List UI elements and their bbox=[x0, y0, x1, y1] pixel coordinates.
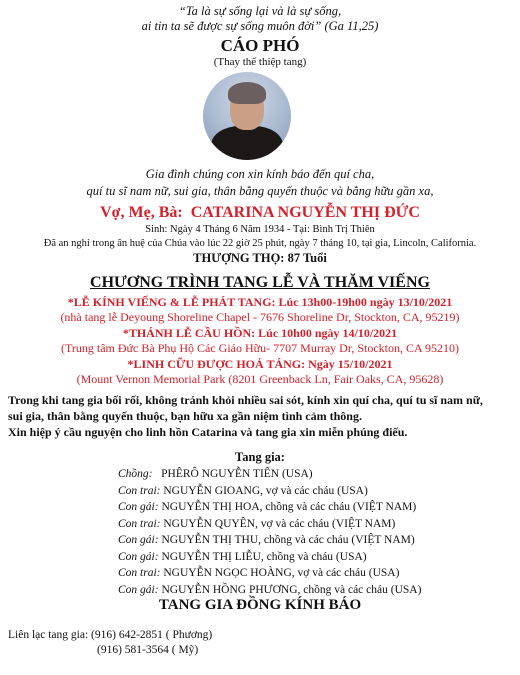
page-subtitle: (Thay thế thiệp tang) bbox=[213, 56, 307, 68]
member-name: NGUYỄN THỊ LIỄU, chồng và cháu (USA) bbox=[161, 550, 367, 563]
deceased-name: CATARINA NGUYỄN THỊ ĐỨC bbox=[190, 204, 420, 221]
bible-quote-line-2: ai tin ta sẽ được sự sống muôn đời” (Ga 11,25) bbox=[141, 19, 379, 33]
birth-info: Sinh: Ngày 4 Tháng 6 Năm 1934 - Tại: Bình Trị Thiên bbox=[145, 224, 375, 235]
program-event-1 bbox=[0, 295, 520, 325]
contact-info bbox=[8, 628, 508, 658]
closing-announcement: TANG GIA ĐỒNG KÍNH BÁO bbox=[158, 597, 362, 613]
contact-label: Liên lạc tang gia: bbox=[8, 629, 89, 641]
event-title: *LINH CỮU ĐƯỢC HOẢ TÁNG: Ngày 15/10/2021 bbox=[127, 357, 393, 371]
contact-phone-1: (916) 642-2851 ( Phương) bbox=[91, 629, 213, 641]
member-relation: Chồng: bbox=[118, 468, 153, 480]
bible-quote bbox=[0, 4, 520, 34]
closing-text bbox=[8, 392, 513, 440]
family-member bbox=[118, 483, 518, 500]
program-title: CHƯƠNG TRÌNH TANG LỄ VÀ THĂM VIẾNG bbox=[90, 274, 430, 291]
member-name: PHÊRÔ NGUYỄN TIẾN (USA) bbox=[161, 468, 313, 480]
member-name: NGUYỄN GIOANG, vợ và các cháu (USA) bbox=[163, 484, 368, 497]
family-member bbox=[118, 565, 518, 582]
portrait-photo bbox=[203, 72, 291, 160]
member-name: NGUYỄN THỊ THU, chồng và các cháu (VIỆT NAM) bbox=[161, 534, 415, 546]
family-member bbox=[118, 582, 518, 599]
member-relation: Con gái: bbox=[118, 501, 159, 513]
closing-line-2: sui gia, thân bằng quyến thuộc, bạn hữu xa gần niệm tình cảm thông. bbox=[8, 409, 362, 423]
family-heading: Tang gia: bbox=[235, 450, 285, 464]
family-member bbox=[118, 516, 518, 533]
member-name: NGUYỄN QUYÊN, vợ và các cháu (VIỆT NAM) bbox=[163, 517, 396, 530]
intro-line-2: quí tu sĩ nam nữ, sui gia, thân bằng quyến thuộc và bằng hữu gần xa, bbox=[86, 184, 434, 198]
member-relation: Con trai: bbox=[118, 567, 161, 579]
age-info: THƯỢNG THỌ: 87 Tuổi bbox=[193, 251, 327, 265]
program-event-3 bbox=[0, 357, 520, 387]
member-name: NGUYỄN HỒNG PHƯƠNG, chồng và các cháu (USA) bbox=[161, 583, 422, 596]
member-relation: Con gái: bbox=[118, 550, 159, 563]
family-member bbox=[118, 466, 518, 483]
portrait-hair bbox=[228, 82, 266, 104]
program-event-2 bbox=[0, 326, 520, 356]
closing-line-1: Trong khi tang gia bối rối, không tránh khỏi nhiều sai sót, kính xin quí cha, quí tu sĩ nam nữ, bbox=[8, 393, 483, 407]
bible-quote-line-1: “Ta là sự sống lại và là sự sống, bbox=[178, 4, 342, 18]
page-title: CÁO PHÓ bbox=[220, 36, 300, 55]
member-relation: Con trai: bbox=[118, 517, 161, 530]
deceased-name-line bbox=[0, 204, 520, 222]
event-title: *THÁNH LỄ CẦU HỒN: Lúc 10h00 ngày 14/10/2021 bbox=[122, 326, 398, 340]
event-location: (nhà tang lễ Deyoung Shoreline Chapel - 7676 Shoreline Dr, Stockton, CA, 95219) bbox=[60, 310, 460, 324]
portrait-body bbox=[211, 126, 283, 160]
closing-line-3: Xin hiệp ý cầu nguyện cho linh hồn Catarina và tang gia xin miễn phúng điếu. bbox=[8, 425, 408, 439]
member-relation: Con trai: bbox=[118, 484, 161, 497]
family-list bbox=[118, 466, 518, 598]
family-member bbox=[118, 532, 518, 549]
intro-line-1: Gia đình chúng con xin kính báo đến quí cha, bbox=[145, 167, 375, 181]
family-member bbox=[118, 499, 518, 516]
event-location: (Mount Vernon Memorial Park (8201 Greenback Ln, Fair Oaks, CA, 95628) bbox=[76, 372, 444, 386]
deceased-relation: Vợ, Mẹ, Bà: bbox=[100, 204, 183, 221]
intro-text bbox=[0, 166, 520, 200]
member-name: NGUYỄN NGỌC HOÀNG, vợ và các cháu (USA) bbox=[163, 567, 400, 579]
event-title: *LỄ KÍNH VIẾNG & LỄ PHÁT TANG: Lúc 13h00-19h00 ngày 13/10/2021 bbox=[67, 295, 453, 309]
member-relation: Con gái: bbox=[118, 583, 159, 596]
contact-phone-2: (916) 581-3564 ( Mỹ) bbox=[97, 644, 199, 656]
death-info: Đã an nghỉ trong ân huệ của Chúa vào lúc 22 giờ 25 phút, ngày 7 tháng 10, tại gia, Lincoln, California. bbox=[43, 238, 477, 249]
family-member bbox=[118, 549, 518, 566]
member-name: NGUYỄN THỊ HOA, chồng và các cháu (VIỆT NAM) bbox=[161, 501, 417, 513]
member-relation: Con gái: bbox=[118, 534, 159, 546]
event-location: (Trung tâm Đức Bà Phụ Hộ Các Giáo Hữu- 7707 Murray Dr, Stockton, CA 95210) bbox=[60, 341, 460, 355]
